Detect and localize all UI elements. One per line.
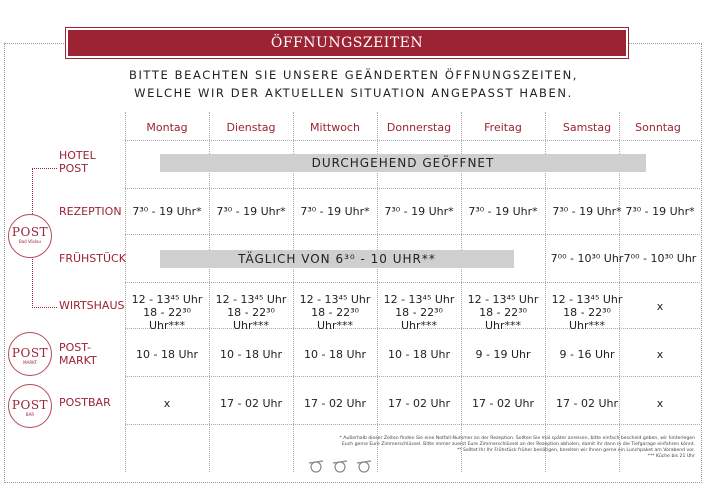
post-bar-logo [8,384,52,428]
cell-line: 18 - 22³⁰ Uhr*** [479,306,527,332]
cell-line: 12 - 13⁴⁵ Uhr [467,293,539,306]
day-header-freitag: Freitag [484,121,522,134]
rezeption-mittwoch: 7³⁰ - 19 Uhr* [300,205,370,218]
cell-line: 12 - 13⁴⁵ Uhr [383,293,455,306]
cell-line: 18 - 22³⁰ Uhr*** [311,306,359,332]
postmarkt-donnerstag: 10 - 18 Uhr [388,348,450,361]
page-title: ÖFFNUNGSZEITEN [66,28,628,58]
cell-line: 18 - 22³⁰ Uhr*** [563,306,611,332]
rezeption-montag: 7³⁰ - 19 Uhr* [132,205,202,218]
postbar-mittwoch: 17 - 02 Uhr [304,397,366,410]
cell-line: 18 - 22³⁰ Uhr*** [227,306,275,332]
footnote-1: * Außerhalb dieser Zeiten finden Sie eine Notfall-Nummer an der Rezeption. Sollten Sie mal später anreisen, bitte einfach bescheid geben, wir hinterlegen [339,436,695,441]
cell-line: 18 - 22³⁰ Uhr*** [395,306,443,332]
day-header-montag: Montag [146,121,188,134]
grid-line [125,376,702,377]
post-horn-icon [306,458,376,474]
postbar-freitag: 17 - 02 Uhr [472,397,534,410]
post-markt-logo [8,332,52,376]
wirtshaus-sonntag: x [656,300,664,313]
wirtshaus-donnerstag [377,293,461,332]
hotel-post-logo [8,214,52,258]
notice-line-1: BITTE BEACHTEN SIE UNSERE GEÄNDERTEN ÖFFNUNGSZEITEN, [128,68,579,82]
row-label-wirtshaus: WIRTSHAUS [59,299,125,312]
hotel-open-bar: DURCHGEHEND GEÖFFNET [160,154,646,172]
cell-line: 12 - 13⁴⁵ Uhr [299,293,371,306]
grid-line [125,112,126,472]
cell-line: 12 - 13⁴⁵ Uhr [551,293,623,306]
grid-line [125,424,702,425]
rezeption-freitag: 7³⁰ - 19 Uhr* [468,205,538,218]
postmarkt-samstag: 9 - 16 Uhr [559,348,615,361]
rezeption-dienstag: 7³⁰ - 19 Uhr* [216,205,286,218]
cell-line: 12 - 13⁴⁵ Uhr [131,293,203,306]
day-header-donnerstag: Donnerstag [386,121,452,134]
fruehstueck-samstag: 7⁰⁰ - 10³⁰ Uhr [550,252,624,265]
cell-line: 18 - 22³⁰ Uhr*** [143,306,191,332]
wirtshaus-freitag [461,293,545,332]
postmarkt-sonntag: x [656,348,664,361]
postmarkt-mittwoch: 10 - 18 Uhr [304,348,366,361]
day-header-dienstag: Dienstag [226,121,276,134]
wirtshaus-samstag [545,293,629,332]
row-label-line: HOTEL [59,149,96,162]
row-label-rezeption: REZEPTION [59,205,122,218]
day-header-samstag: Samstag [562,121,612,134]
row-label-line: MARKT [59,354,97,367]
day-header-sonntag: Sonntag [635,121,681,134]
postmarkt-montag: 10 - 18 Uhr [136,348,198,361]
footnote-4: *** Küche bis 21 Uhr [647,454,695,459]
logo-subtext: MARKT [23,360,37,365]
logo-subtext: Bad Vöslau [18,239,42,244]
postbar-donnerstag: 17 - 02 Uhr [388,397,450,410]
footnote-3: ** Solltet Ihr Ihr Frühstück früher benötigen, bereiten wir Ihnen gerne ein Lunchpaket am Vorabend vor. [456,448,695,453]
logo-text: POST [11,225,49,239]
rezeption-samstag: 7³⁰ - 19 Uhr* [552,205,622,218]
logo-subtext: BAR [25,412,35,417]
row-label-hotel [59,149,96,175]
fruehstueck-bar: TÄGLICH VON 6³⁰ - 10 UHR** [160,250,514,268]
post-horn-icon [306,458,376,474]
fruehstueck-sonntag: 7⁰⁰ - 10³⁰ Uhr [623,252,697,265]
rezeption-sonntag: 7³⁰ - 19 Uhr* [625,205,695,218]
postbar-montag: x [163,397,171,410]
postbar-samstag: 17 - 02 Uhr [556,397,618,410]
wirtshaus-mittwoch [293,293,377,332]
cell-line: 12 - 13⁴⁵ Uhr [215,293,287,306]
grid-line [125,234,702,235]
postbar-dienstag: 17 - 02 Uhr [220,397,282,410]
postbar-sonntag: x [656,397,664,410]
footnote-2: Euch gerne Eure Zimmerschlüssel. Bitte immer zuerst Eure Zimmerschlüssel an der Rezeption abholen, damit ihr dann in die Tiefgarage einfahren könnt. [341,442,695,447]
row-label-line: POST [59,162,88,175]
day-header-mittwoch: Mittwoch [310,121,360,134]
postmarkt-freitag: 9 - 19 Uhr [475,348,531,361]
grid-line [125,188,702,189]
wirtshaus-dienstag [209,293,293,332]
row-label-line: POST- [59,341,91,354]
grid-line [125,140,702,141]
logo-text: POST [11,346,49,360]
wirtshaus-montag [125,293,209,332]
row-label-postbar: POSTBAR [59,396,111,409]
grid-line [125,282,702,283]
logo-text: POST [11,398,49,412]
row-label-fruehstueck: FRÜHSTÜCK [59,252,126,265]
notice-line-2: WELCHE WIR DER AKTUELLEN SITUATION ANGEPASST HABEN. [134,86,573,100]
row-label-postmarkt [59,341,97,367]
postmarkt-dienstag: 10 - 18 Uhr [220,348,282,361]
rezeption-donnerstag: 7³⁰ - 19 Uhr* [384,205,454,218]
